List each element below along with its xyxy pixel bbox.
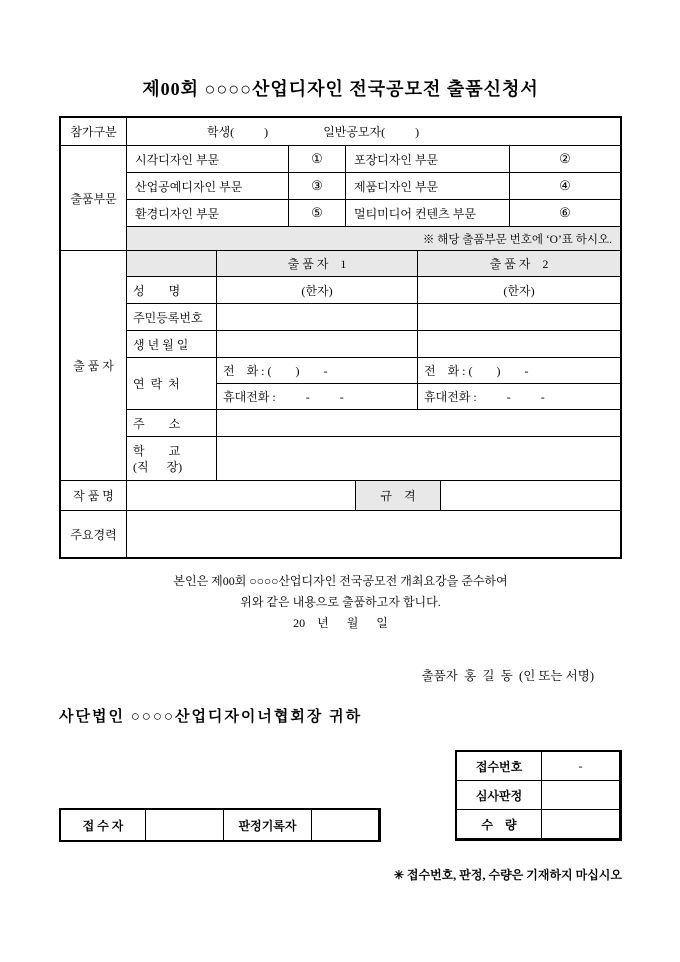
declaration-line-2: 위와 같은 내용으로 출품하고자 합니다. bbox=[240, 595, 441, 609]
career-row bbox=[61, 511, 620, 557]
career-cell bbox=[127, 511, 620, 557]
category-row bbox=[127, 200, 620, 227]
resident-id-row bbox=[127, 304, 620, 331]
category-note: ※ 해당 출품부문 번호에 ‘O’표 하시오. bbox=[127, 227, 620, 251]
category-name: 산업공예디자인 부문 bbox=[127, 173, 289, 200]
address-row bbox=[127, 410, 620, 437]
judgement-value bbox=[542, 781, 620, 810]
name-label: 성 명 bbox=[127, 277, 217, 304]
participation-general-option: 일반공모자( ) bbox=[323, 125, 420, 139]
work-size-label: 규 격 bbox=[356, 481, 441, 511]
work-title-cell bbox=[127, 481, 356, 511]
career-label: 주요경력 bbox=[61, 511, 127, 557]
entrant-grid bbox=[127, 251, 620, 481]
category-number: ⑤ bbox=[289, 200, 346, 227]
resident-id-cell-1 bbox=[217, 304, 418, 331]
school-cell bbox=[217, 437, 620, 481]
work-title-row bbox=[61, 481, 620, 511]
address-label: 주 소 bbox=[127, 410, 217, 437]
office-footnote: ✳ 접수번호, 판정, 수량은 기재하지 마십시오 bbox=[393, 868, 622, 882]
participation-row bbox=[61, 118, 620, 146]
office-use-area bbox=[59, 728, 622, 898]
category-number: ③ bbox=[289, 173, 346, 200]
resident-id-label: 주민등록번호 bbox=[127, 304, 217, 331]
address-cell bbox=[217, 410, 620, 437]
receipt-no-label: 접수번호 bbox=[457, 752, 542, 781]
receipt-no-value: - bbox=[542, 752, 620, 781]
category-section-row bbox=[61, 146, 620, 251]
declaration-date-line: 20 년 월 일 bbox=[293, 616, 388, 630]
form-title: 제00회 ○○○○산업디자인 전국공모전 출품신청서 bbox=[142, 79, 539, 99]
office-use-table bbox=[455, 750, 622, 841]
participation-label: 참가구분 bbox=[61, 118, 127, 146]
receipt-no-row bbox=[457, 752, 620, 781]
name-hanja-cell-1: (한자) bbox=[217, 277, 418, 304]
entrant-section-label: 출 품 자 bbox=[61, 251, 127, 481]
mobile-cell-2: 휴대전화 : - - bbox=[418, 384, 620, 410]
phone-row bbox=[217, 358, 620, 384]
category-section-label: 출품부문 bbox=[61, 146, 127, 251]
school-row bbox=[127, 437, 620, 481]
receiver-label: 접 수 자 bbox=[61, 810, 146, 840]
recorder-label: 판정기록자 bbox=[224, 810, 312, 840]
contact-grid bbox=[217, 358, 620, 410]
phone-cell-2: 전 화 : ( ) - bbox=[418, 358, 620, 384]
receiver-row bbox=[61, 810, 379, 840]
name-hanja-cell-2: (한자) bbox=[418, 277, 620, 304]
participation-options-cell bbox=[127, 118, 620, 146]
entrant-section-row bbox=[61, 251, 620, 481]
birthdate-row bbox=[127, 331, 620, 358]
work-size-cell bbox=[441, 481, 620, 511]
entrant1-header: 출 품 자 1 bbox=[217, 251, 418, 277]
school-label-cell bbox=[127, 437, 217, 481]
birthdate-cell-2 bbox=[418, 331, 620, 358]
recorder-cell bbox=[312, 810, 379, 840]
category-row bbox=[127, 146, 620, 173]
declaration-block bbox=[59, 571, 622, 634]
category-number: ② bbox=[510, 146, 620, 173]
phone-cell-1: 전 화 : ( ) - bbox=[217, 358, 418, 384]
mobile-cell-1: 휴대전화 : - - bbox=[217, 384, 418, 410]
quantity-row bbox=[457, 810, 620, 839]
work-title-label: 작 품 명 bbox=[61, 481, 127, 511]
entrant-header-spacer bbox=[127, 251, 217, 277]
birthdate-cell-1 bbox=[217, 331, 418, 358]
participation-student-option: 학생( ) bbox=[207, 125, 269, 139]
category-row bbox=[127, 173, 620, 200]
category-name: 환경디자인 부문 bbox=[127, 200, 289, 227]
entrant2-header: 출 품 자 2 bbox=[418, 251, 620, 277]
category-name: 멀티미디어 컨텐츠 부문 bbox=[346, 200, 510, 227]
application-form-table bbox=[59, 116, 622, 559]
entrant-header-row bbox=[127, 251, 620, 277]
name-row bbox=[127, 277, 620, 304]
category-name: 제품디자인 부문 bbox=[346, 173, 510, 200]
category-number: ⑥ bbox=[510, 200, 620, 227]
receiver-table bbox=[59, 808, 381, 842]
category-number: ④ bbox=[510, 173, 620, 200]
judgement-row bbox=[457, 781, 620, 810]
category-grid bbox=[127, 146, 620, 251]
quantity-label: 수 량 bbox=[457, 810, 542, 839]
category-name: 포장디자인 부문 bbox=[346, 146, 510, 173]
recipient-line: 사단법인 ○○○○산업디자이너협회장 귀하 bbox=[59, 709, 363, 725]
mobile-row bbox=[217, 384, 620, 410]
contact-row bbox=[127, 358, 620, 410]
judgement-label: 심사판정 bbox=[457, 781, 542, 810]
receiver-cell bbox=[146, 810, 224, 840]
category-name: 시각디자인 부문 bbox=[127, 146, 289, 173]
declaration-line-1: 본인은 제00회 ○○○○산업디자인 전국공모전 개최요강을 준수하여 bbox=[173, 574, 508, 588]
school-label-line1: 학 교 bbox=[133, 443, 181, 458]
category-note-row bbox=[127, 227, 620, 251]
birthdate-label: 생 년 월 일 bbox=[127, 331, 217, 358]
school-label-line2: (직 장) bbox=[133, 459, 183, 474]
quantity-value bbox=[542, 810, 620, 839]
resident-id-cell-2 bbox=[418, 304, 620, 331]
category-number: ① bbox=[289, 146, 346, 173]
contact-label: 연 락 처 bbox=[127, 358, 217, 410]
signature-line: 출품자 홍 길 동 (인 또는 서명) bbox=[421, 669, 594, 683]
